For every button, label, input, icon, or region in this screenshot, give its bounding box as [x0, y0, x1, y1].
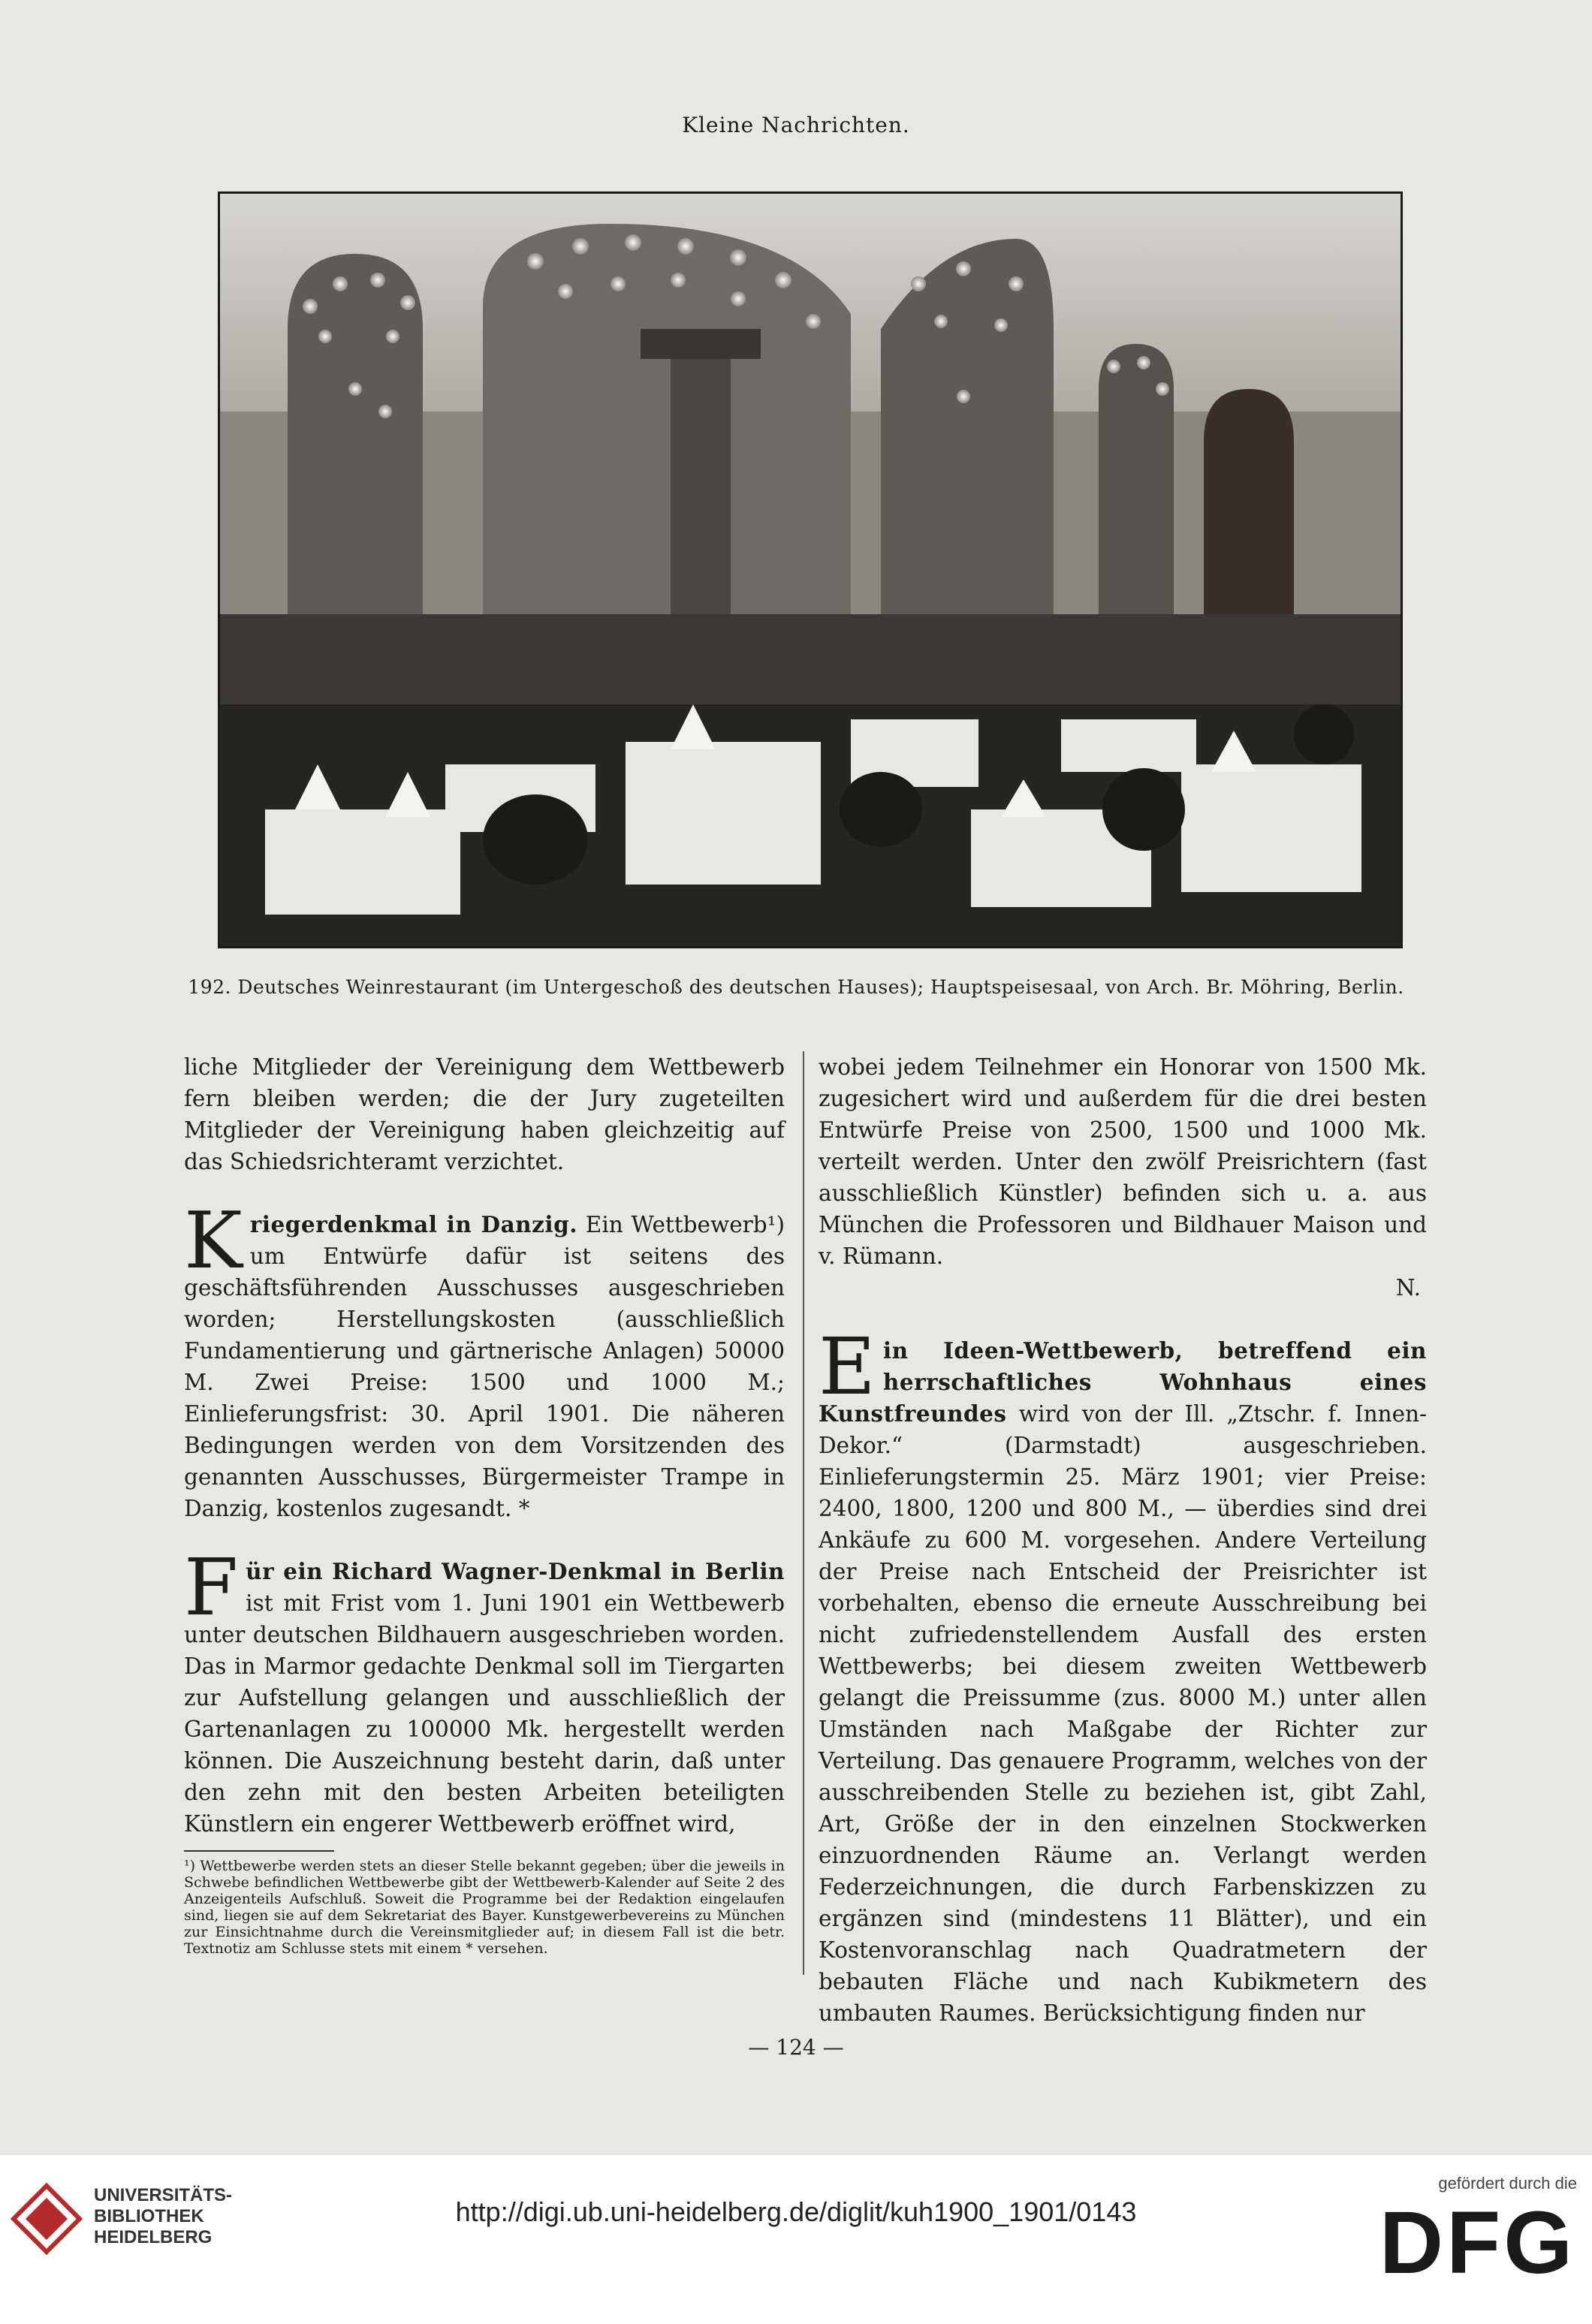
- institution-name: UNIVERSITÄTS- BIBLIOTHEK HEIDELBERG: [94, 2185, 233, 2247]
- article-body: ist mit Frist vom 1. Juni 1901 ein Wettbewerb unter deutschen Bildhauern ausgeschrieben worden. Das in Marmor gedachte Denkmal soll im Tiergarten zur Aufstellung gelangen und ausschließlich der Gartenanlagen zu 100000 Mk. hergestellt werden können. Die Auszeichnung besteht darin, daß unter den zehn mit den besten Arbeiten beteiligten Künstlern ein engerer Wettbewerb eröffnet wird,: [184, 1590, 785, 1837]
- sponsor-label: gefördert durch die: [1438, 2174, 1577, 2193]
- left-column: [184, 1051, 785, 1957]
- article-body: wird von der Ill. „Ztschr. f. Innen-Dekor.“ (Darmstadt) ausgeschrieben. Einlieferungstermin 25. März 1901; vier Preise: 2400, 1800, 1200 und 800 M., — überdies sind drei Ankäufe zu 600 M. vorgesehen. Andere Verteilung der Preise nach Entscheid der Preisrichter ist vorbehalten, ebenso die erneute Ausschreibung bei nicht zufriedenstellendem Ausfall des ersten Wettbewerbs; bei diesem zweiten Wettbewerb gelangt die Preissumme (zus. 8000 M.) unter allen Umständen nach Maßgabe der Richter zur Verteilung. Das genauere Programm, welches von der ausschreibenden Stelle zu beziehen ist, gibt Zahl, Art, Größe der in den einzelnen Stockwerken einzuordnenden Räume an. Verlangt werden Federzeichnungen, die durch Farbenskizzen zu ergänzen sind (mindestens 11 Blätter), und ein Kostenvoranschlag nach Quadratmetern der bebauten Fläche und nach Kubikmetern des umbauten Raumes. Berücksichtigung finden nur: [819, 1401, 1427, 2026]
- running-title: Kleine Nachrichten.: [682, 113, 910, 137]
- right-paragraph-continuation: wobei jedem Teilnehmer ein Honorar von 1500 Mk. zugesichert wird und außerdem für die drei besten Entwürfe Preise von 2500, 1500 und 1000 Mk. verteilt werden. Unter den zwölf Preisrichtern (fast ausschließlich Künstler) befinden sich u. a. aus München die Professoren und Bildhauer Maison und v. Rümann.: [819, 1054, 1427, 1269]
- footnote: ¹) Wettbewerbe werden stets an dieser Stelle bekannt gegeben; über die jeweils in Schwebe befindlichen Wettbewerbe gibt der Wettbewerb-Kalender auf Seite 2 des Anzeigenteils Aufschluß. Soweit die Programme bei der Redaktion eingelaufen sind, liegen sie auf dem Sekretariat des Bayer. Kunstgewerbevereins zu München zur Einsichtnahme durch die Vereinsmitglieder auf; in diesem Fall ist die betr. Textnotiz am Schlusse stets mit einem * versehen.: [184, 1858, 785, 1957]
- footnote-rule: [184, 1850, 334, 1852]
- article-body: Ein Wettbewerb¹) um Entwürfe dafür ist seitens des geschäftsführenden Ausschusses ausgeschrieben worden; Herstellungskosten (ausschließlich Fundamentierung und gärtnerische Anlagen) 50000 M. Zwei Preise: 1500 und 1000 M.; Einlieferungsfrist: 30. April 1901. Die näheren Bedingungen werden von dem Vorsitzenden des genannten Ausschusses, Bürgermeister Trampe in Danzig, kostenlos zugesandt. *: [184, 1212, 785, 1521]
- author-signature: N.: [1395, 1275, 1421, 1301]
- article-wagner-denkmal: [184, 1542, 785, 1840]
- column-divider: [803, 1051, 804, 1975]
- drop-cap: F: [184, 1542, 239, 1633]
- article-heading: ür ein Richard Wagner-Denkmal in Berlin: [246, 1558, 785, 1584]
- digitization-footer: [0, 2155, 1592, 2324]
- drop-cap: E: [819, 1321, 876, 1412]
- dfg-logo: DFG: [1379, 2193, 1575, 2292]
- left-paragraph-continuation: liche Mitglieder der Vereinigung dem Wettbewerb fern bleiben werden; die der Jury zugeteilten Mitglieder der Vereinigung haben gleichzeitig auf das Schiedsrichteramt verzichtet.: [184, 1054, 785, 1174]
- drop-cap: K: [184, 1195, 243, 1286]
- figure-caption: 192. Deutsches Weinrestaurant (im Untergeschoß des deutschen Hauses); Hauptspeisesaal, von Arch. Br. Möhring, Berlin.: [188, 976, 1404, 998]
- article-heading: riegerdenkmal in Danzig.: [249, 1211, 577, 1237]
- article-ideen-wettbewerb: [819, 1321, 1427, 2029]
- article-kriegerdenkmal: [184, 1195, 785, 1524]
- source-url-link[interactable]: http://digi.ub.uni-heidelberg.de/diglit/kuh1900_1901/0143: [455, 2196, 1137, 2227]
- right-column: [819, 1051, 1427, 2029]
- article-heading: in Ideen-Wettbewerb, betreffend ein herrschaftliches Wohnhaus eines Kunstfreundes: [819, 1337, 1427, 1427]
- restaurant-photograph: [218, 191, 1403, 948]
- page-number: — 124 —: [748, 2035, 844, 2060]
